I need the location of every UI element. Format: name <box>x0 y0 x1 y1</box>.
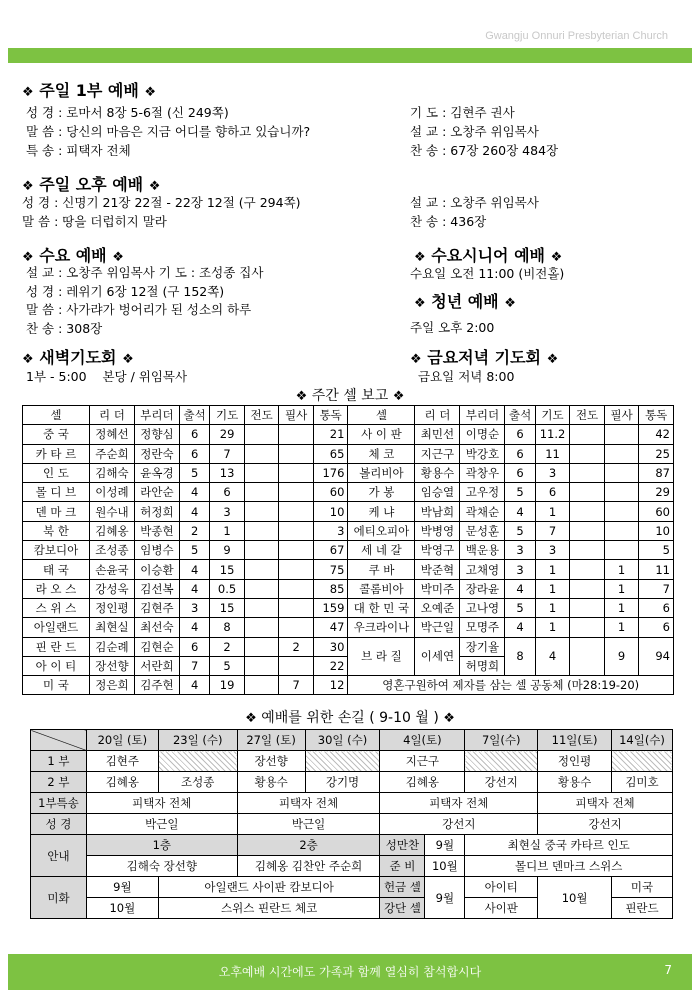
service-row-scripture: 성 경 박근일 박근일 강선지 강선지 <box>31 814 673 835</box>
diamond-icon: ❖ <box>22 179 34 194</box>
page-number: 7 <box>664 963 672 977</box>
service-row-special: 1부특송 피택자 전체 피택자 전체 피택자 전체 피택자 전체 <box>31 793 673 814</box>
diamond-icon: ❖ <box>148 179 161 194</box>
diamond-icon: ❖ <box>295 389 308 404</box>
table-row: 북 한 김혜옹 박종현 2 1 3 에티오피아 박병영 문성훈 5 7 10 <box>23 521 674 540</box>
table-row: 덴 마 크 원수내 허정희 4 3 10 케 냐 박남희 곽채순 4 1 60 <box>23 502 674 521</box>
cell-report-table <box>22 405 674 695</box>
dawn-heading: ❖ 새벽기도회 ❖ <box>22 348 134 367</box>
cell-table-header: 셀 리 더 부리더 출석 기도 전도 필사 통독 셀 리 더 부리더 출석 기도 전도 필사 통독 <box>23 406 674 425</box>
table-row: 카 타 르 주순희 정란숙 6 7 65 체 코 지근구 박강호 6 11 25 <box>23 444 674 463</box>
wednesday-details: 설 교 : 오창주 위임목사 기 도 : 조성종 집사 성 경 : 레위기 6장 12절 (구 152쪽) 말 씀 : 사가랴가 벙어리가 된 성소의 하루 찬 송 : 308장 <box>26 265 264 336</box>
diamond-icon: ❖ <box>504 296 516 311</box>
table-row: 스 위 스 정인평 김현주 3 15 159 대 한 민 국 오예준 고나영 5 1 1 6 <box>23 598 674 617</box>
sunday-pm-details: 성 경 : 신명기 21장 22절 - 22장 12절 (구 294쪽) 말 씀 : 땅을 더럽히지 말라 <box>22 195 301 229</box>
youth-heading: ❖ 청년 예배 ❖ <box>414 292 516 311</box>
service-row-guide-1: 안내 1층 2층 성만찬 9월 최현실 중국 카타르 인도 <box>31 835 673 856</box>
diamond-icon: ❖ <box>22 250 34 265</box>
service-row-2bu: 2 부 김혜옹 조성종 황용수 강기명 김혜옹 강선지 황용수 김미호 <box>31 772 673 793</box>
sunday-pm-heading: ❖ 주일 오후 예배 ❖ <box>22 175 161 194</box>
youth-time: 주일 오후 2:00 <box>410 320 495 335</box>
cell-community-motto: 영혼구원하여 제자를 삼는 셀 공동체 (마28:19-20) <box>348 676 674 695</box>
service-row-beauty-1: 미화 9월 아일랜드 사이판 캄보디아 헌금 셀 9월 아이티 10월 미국 <box>31 877 673 898</box>
diamond-icon: ❖ <box>22 352 34 367</box>
wednesday-heading: ❖ 수요 예배 ❖ <box>22 246 124 265</box>
table-row: 인 도 김해숙 윤옥경 5 13 176 볼리비아 황용수 곽창우 6 3 87 <box>23 463 674 482</box>
service-date-row: 20일 (토) 23일 (수) 27일 (토) 30일 (수) 4일(토) 7일(수) 11일(토) 14일(수) <box>31 730 673 751</box>
sunday1-right-details: 기 도 : 김현주 권사 설 교 : 오창주 위임목사 찬 송 : 67장 260장 484장 <box>410 105 559 158</box>
senior-heading: ❖ 수요시니어 예배 ❖ <box>414 246 563 265</box>
diamond-icon: ❖ <box>122 352 134 367</box>
service-title: ❖ 예배를 위한 손길 ( 9-10 월 ) ❖ <box>245 710 455 726</box>
table-row: 캄보디아 조성종 임병수 5 9 67 세 네 갈 박영구 백운용 3 3 5 <box>23 541 674 560</box>
diamond-icon: ❖ <box>443 711 455 726</box>
table-row: 아일랜드 최현실 최선숙 4 8 47 우크라이나 박근일 모명주 4 1 1 6 <box>23 618 674 637</box>
table-row: 라 오 스 강성욱 김선복 4 0.5 85 콜롬비아 박미주 장라윤 4 1 1 7 <box>23 579 674 598</box>
table-row: 중 국 정혜선 정향심 6 29 21 사 이 판 최민선 이명순 6 11.2 42 <box>23 425 674 444</box>
service-row-beauty-2: 10월 스위스 핀란드 체코 강단 셀 사이판 핀란드 <box>31 898 673 919</box>
table-row: 몰 디 브 이성례 라안순 4 6 60 가 봉 임승열 고우정 5 6 29 <box>23 483 674 502</box>
cell-report-title: ❖ 주간 셀 보고 ❖ <box>295 388 405 404</box>
table-row: 핀 란 드 김순례 김현순 6 2 2 30 브 라 질 이세연 장기율 8 4 9 94 <box>23 637 674 656</box>
diamond-icon: ❖ <box>112 250 124 265</box>
diamond-icon: ❖ <box>22 85 34 100</box>
friday-heading: ❖ 금요저녁 기도회 ❖ <box>410 348 559 367</box>
senior-time: 수요일 오전 11:00 (비전홀) <box>410 266 565 281</box>
table-row: 아 이 티 장선향 서란희 7 5 22 허명희 <box>23 656 674 675</box>
footer-text: 오후예배 시간에도 가족과 함께 열심히 참석합시다 <box>218 965 482 979</box>
diamond-icon: ❖ <box>414 250 426 265</box>
diamond-icon: ❖ <box>550 250 563 265</box>
service-row-guide-2: 김해숙 장선향 김혜옹 김찬안 주순희 준 비 10월 몰디브 덴마크 스위스 <box>31 856 673 877</box>
diamond-icon: ❖ <box>546 352 559 367</box>
dawn-details: 1부 - 5:00 본당 / 위임목사 <box>26 369 188 384</box>
sunday1-details: 성 경 : 로마서 8장 5-6절 (신 249쪽) 말 씀 : 당신의 마음은 지금 어디를 향하고 있습니까? 특 송 : 피택자 전체 <box>26 105 311 158</box>
sunday-pm-right-details: 설 교 : 오창주 위임목사 찬 송 : 436장 <box>410 195 539 229</box>
diamond-icon: ❖ <box>414 296 426 311</box>
friday-details: 금요일 저녁 8:00 <box>418 369 515 384</box>
corner-cell <box>31 730 87 751</box>
service-table <box>30 729 673 919</box>
diamond-icon: ❖ <box>410 352 422 367</box>
sunday1-heading: ❖ 주일 1부 예배 ❖ <box>22 81 157 100</box>
diamond-icon: ❖ <box>144 85 157 100</box>
diamond-icon: ❖ <box>245 711 257 726</box>
diamond-icon: ❖ <box>392 389 405 404</box>
table-row: 태 국 손윤국 이승환 4 15 75 쿠 바 박준혁 고채영 3 1 1 11 <box>23 560 674 579</box>
church-name: Gwangju Onnuri Presbyterian Church <box>485 30 668 42</box>
table-row: 미 국 정은희 김주현 4 19 7 12 영혼구원하여 제자를 삼는 셀 공동체 (마28:19-20) <box>23 676 674 695</box>
service-row-1bu: 1 부 김현주 장선향 지근구 정인평 <box>31 751 673 772</box>
top-bar <box>8 48 692 63</box>
